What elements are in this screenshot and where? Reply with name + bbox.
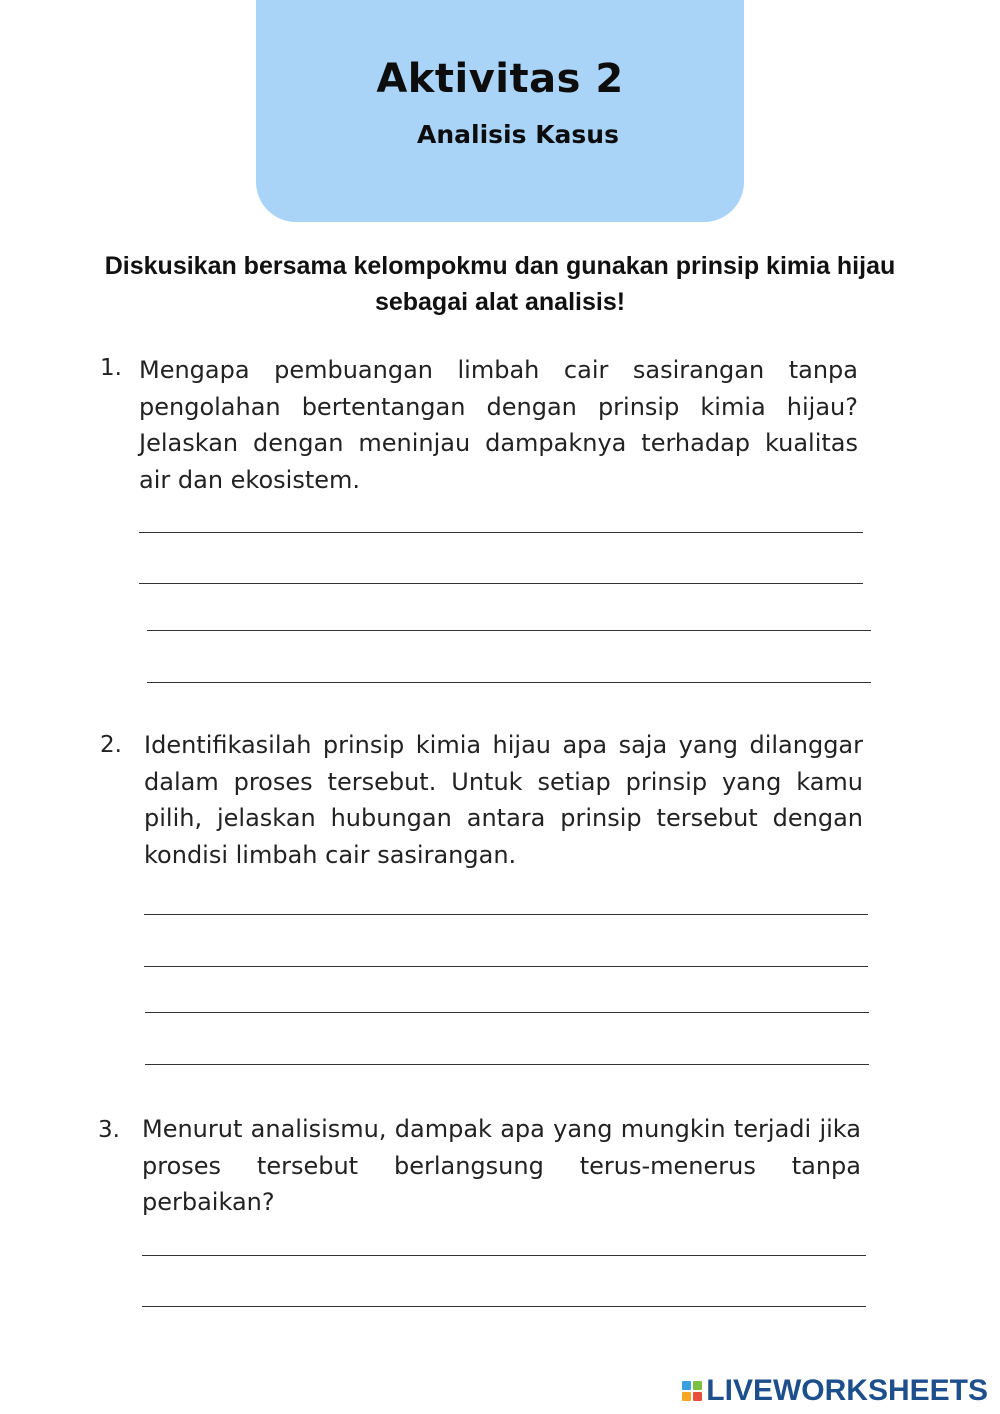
answer-line-2-3[interactable] (145, 1012, 869, 1013)
answer-line-3-2[interactable] (142, 1306, 866, 1307)
answer-line-3-1[interactable] (142, 1255, 866, 1256)
answer-line-2-4[interactable] (145, 1064, 869, 1065)
liveworksheets-brand (682, 1374, 988, 1408)
answer-line-2-1[interactable] (144, 914, 868, 915)
page-title: Aktivitas 2 (376, 56, 624, 102)
instruction-text: Diskusikan bersama kelompokmu dan gunakan prinsip kimia hijau sebagai alat analisis! (104, 252, 896, 316)
logo-square-3 (682, 1392, 691, 1401)
logo-square-4 (693, 1392, 702, 1401)
question-3-text: Menurut analisismu, dampak apa yang mungkin terjadi jika proses tersebut berlangsung terus-menerus tanpa perbaikan? (142, 1115, 861, 1216)
question-3-number: 3. (98, 1117, 120, 1143)
logo-square-1 (682, 1381, 691, 1390)
header-banner (256, 0, 744, 222)
answer-line-1-1[interactable] (139, 532, 863, 533)
question-1-number: 1. (100, 355, 122, 381)
question-1-text: Mengapa pembuangan limbah cair sasirangan tanpa pengolahan bertentangan dengan prinsip kimia hijau? Jelaskan dengan meninjau dampaknya terhadap kualitas air dan ekosistem. (139, 356, 858, 494)
liveworksheets-text: LIVEWORKSHEETS (706, 1374, 988, 1407)
question-2-number: 2. (100, 732, 122, 758)
page-subtitle: Analisis Kasus (417, 120, 619, 149)
answer-line-2-2[interactable] (144, 966, 868, 967)
answer-line-1-4[interactable] (147, 682, 871, 683)
question-2-text: Identifikasilah prinsip kimia hijau apa saja yang dilanggar dalam proses tersebut. Untuk setiap prinsip yang kamu pilih, jelaskan hubungan antara prinsip tersebut dengan kondisi limbah cair sasirangan. (144, 731, 863, 869)
answer-line-1-3[interactable] (147, 630, 871, 631)
liveworksheets-logo-icon (682, 1381, 702, 1401)
logo-square-2 (693, 1381, 702, 1390)
answer-line-1-2[interactable] (139, 583, 863, 584)
